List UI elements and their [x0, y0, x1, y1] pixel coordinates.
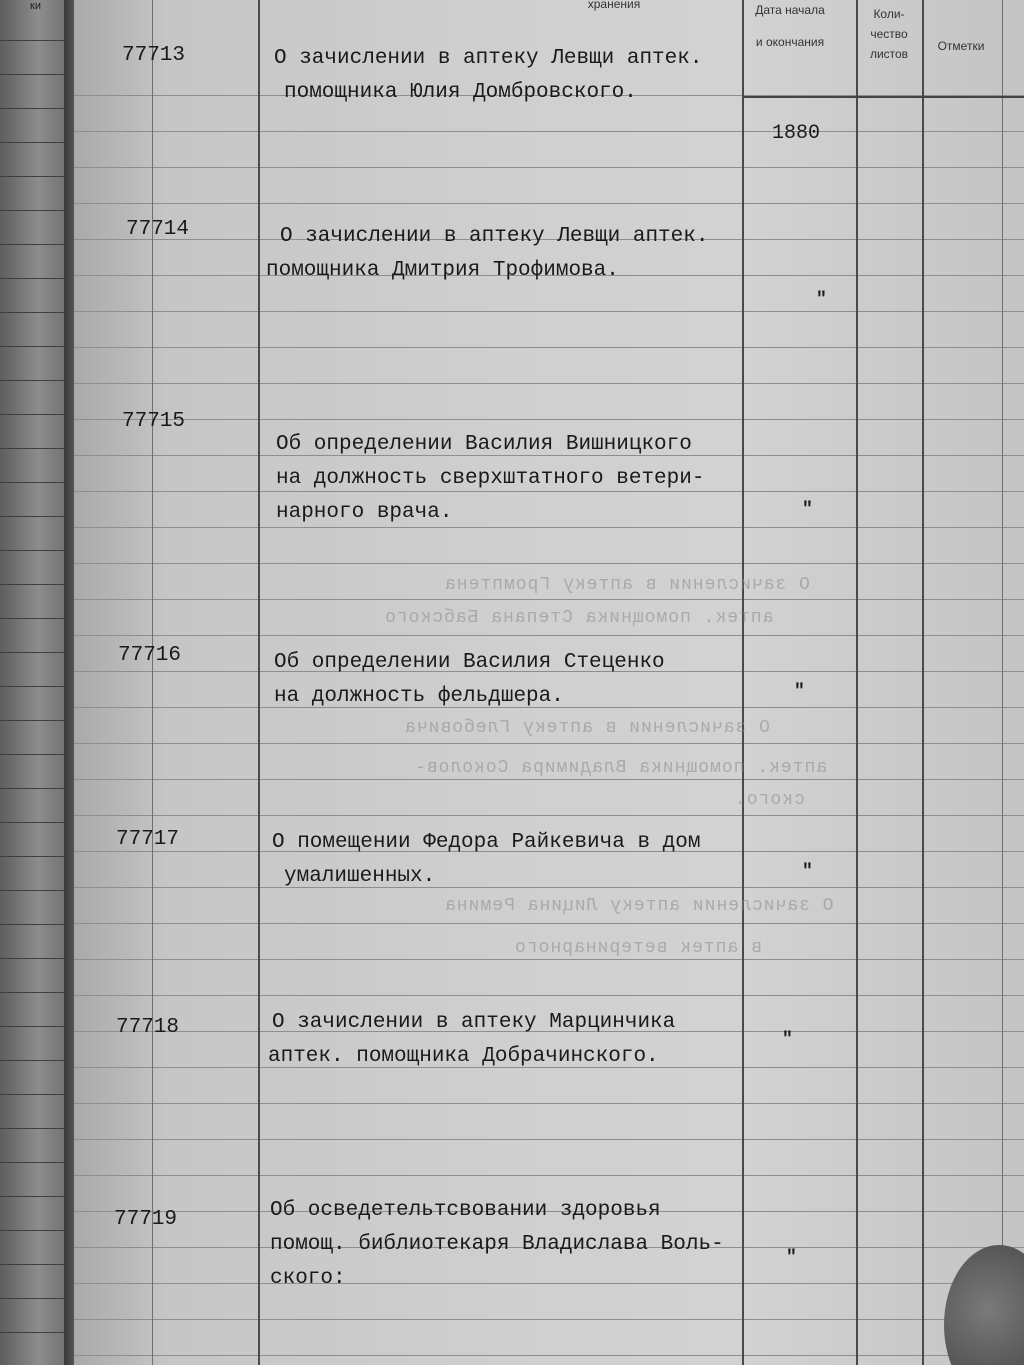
left-page-ruling-line: [0, 244, 70, 245]
record-title: [266, 220, 709, 288]
record-title-line: помощ. библиотекаря Владислава Воль-: [270, 1233, 724, 1256]
ruling-line: [74, 1355, 1024, 1356]
left-page-ruling-line: [0, 1264, 70, 1265]
record-title-line: на должность сверхштатного ветери-: [276, 467, 705, 490]
left-page-ruling-line: [0, 278, 70, 279]
record-title: [274, 42, 702, 110]
left-page-ruling-line: [0, 448, 70, 449]
left-page-ruling-line: [0, 142, 70, 143]
record-number: 77713: [122, 44, 186, 67]
count-header-line-1: Коли-: [873, 7, 905, 21]
left-page-ruling-line: [0, 1162, 70, 1163]
count-header-line-2: чество: [870, 27, 908, 41]
record-title-line: аптек. помощника Добрачинского.: [268, 1045, 659, 1068]
date-header-line-1: Дата начала: [755, 3, 825, 17]
ruling-line: [74, 167, 1024, 168]
ruling-line: [74, 419, 1024, 420]
notes-header-text: Отметки: [937, 39, 985, 53]
date-header-line-2: и окончания: [755, 35, 825, 49]
bleed-through-line: О зачислении в аптеку Громптена: [444, 575, 810, 595]
header-rule: [742, 96, 1024, 98]
ledger-page: [74, 0, 1024, 1365]
thumb-shadow: [944, 1245, 1024, 1365]
notes-column-header: [926, 36, 996, 56]
left-page-ruling-line: [0, 1094, 70, 1095]
record-title-line: Об определении Василия Стеценко: [274, 651, 665, 674]
ruling-line: [74, 815, 1024, 816]
column-rule-right: [1002, 0, 1003, 1365]
left-page-ruling-line: [0, 482, 70, 483]
record-date-ditto: ": [802, 862, 813, 882]
left-page-ruling-line: [0, 414, 70, 415]
left-page-ruling-line: [0, 856, 70, 857]
column-rule-date: [742, 0, 744, 1365]
bleed-through-line: аптек. помощника Владимира Соколов-: [414, 758, 828, 778]
left-page-ruling-line: [0, 1332, 70, 1333]
left-page-ruling-line: [0, 958, 70, 959]
record-date-ditto: ": [782, 1030, 793, 1050]
record-title: [270, 1194, 724, 1296]
ruling-line: [74, 959, 1024, 960]
left-page-ruling-line: [0, 1298, 70, 1299]
ruling-line: [74, 1319, 1024, 1320]
ruling-line: [74, 635, 1024, 636]
ruling-line: [74, 1139, 1024, 1140]
record-title-line: Об определении Василия Вишницкого: [276, 433, 692, 456]
left-page-ruling-line: [0, 516, 70, 517]
record-title-line: умалишенных.: [284, 865, 436, 888]
record-title-line: нарного врача.: [276, 501, 453, 524]
left-page-edge: [0, 0, 70, 1365]
record-title: [276, 428, 704, 530]
record-title-line: О зачислении в аптеку Левщи аптек.: [274, 47, 703, 70]
left-page-ruling-line: [0, 1026, 70, 1027]
ruling-line: [74, 203, 1024, 204]
record-title-line: на должность фельдшера.: [274, 685, 564, 708]
ruling-line: [74, 779, 1024, 780]
left-page-ruling-line: [0, 380, 70, 381]
left-page-header-fragment: ки: [30, 0, 41, 12]
ruling-line: [74, 743, 1024, 744]
record-title-line: О зачислении в аптеку Марцинчика: [272, 1011, 676, 1034]
ruling-line: [74, 599, 1024, 600]
count-header-line-3: листов: [869, 47, 909, 61]
ruling-line: [74, 1103, 1024, 1104]
record-date: 1880: [772, 122, 821, 145]
record-title: [268, 1006, 676, 1074]
ruling-line: [74, 383, 1024, 384]
record-title-line: О зачислении в аптеку Левщи аптек.: [280, 225, 709, 248]
ruling-line: [74, 563, 1024, 564]
record-date-ditto: ": [786, 1248, 797, 1268]
column-rule-title: [258, 0, 260, 1365]
left-page-ruling-line: [0, 992, 70, 993]
record-number: 77714: [126, 218, 190, 241]
ruling-line: [74, 1175, 1024, 1176]
left-page-ruling-line: [0, 176, 70, 177]
record-date-ditto: ": [794, 682, 805, 702]
left-page-ruling-line: [0, 346, 70, 347]
record-number: 77719: [114, 1208, 178, 1231]
left-page-ruling-line: [0, 74, 70, 75]
record-title-line: Об осведетельтсвовании здоровья: [270, 1199, 661, 1222]
date-column-header: [750, 0, 830, 52]
bleed-through-line: аптек. помощника Степана Бабского: [384, 608, 774, 628]
left-page-ruling-line: [0, 1128, 70, 1129]
ruling-line: [74, 347, 1024, 348]
left-page-ruling-line: [0, 1196, 70, 1197]
left-page-ruling-line: [0, 686, 70, 687]
record-number: 77716: [118, 644, 182, 667]
bleed-through-line: в аптек ветеринарного: [514, 938, 762, 958]
left-page-ruling-line: [0, 108, 70, 109]
ruling-line: [74, 995, 1024, 996]
record-number: 77715: [122, 410, 186, 433]
record-title-line: помощника Юлия Домбровского.: [284, 81, 637, 104]
left-page-ruling-line: [0, 652, 70, 653]
left-page-ruling-line: [0, 788, 70, 789]
left-page-ruling-line: [0, 890, 70, 891]
record-title: [272, 826, 700, 894]
left-page-ruling-line: [0, 618, 70, 619]
left-page-ruling-line: [0, 210, 70, 211]
bleed-through-line: ского.: [734, 790, 805, 810]
bleed-through-line: О зачислении аптеку Лицина Ремина: [444, 896, 834, 916]
record-title: [274, 646, 665, 714]
storage-header-text: хранения: [587, 0, 641, 11]
record-title-line: ского:: [270, 1267, 346, 1290]
count-column-header: [860, 4, 918, 64]
left-page-ruling-line: [0, 720, 70, 721]
column-rule-count: [856, 0, 858, 1365]
left-page-ruling-line: [0, 754, 70, 755]
left-page-ruling-line: [0, 924, 70, 925]
left-page-ruling-line: [0, 1060, 70, 1061]
column-rule-number: [152, 0, 153, 1365]
record-date-ditto: ": [816, 290, 827, 310]
record-title-line: О помещении Федора Райкевича в дом: [272, 831, 701, 854]
record-title-line: помощника Дмитрия Трофимова.: [266, 259, 619, 282]
left-page-ruling-line: [0, 584, 70, 585]
ruling-line: [74, 131, 1024, 132]
left-page-ruling-line: [0, 550, 70, 551]
bleed-through-line: О зачислении в аптеку Глебовича: [404, 718, 770, 738]
ruling-line: [74, 311, 1024, 312]
left-page-ruling-line: [0, 312, 70, 313]
column-rule-notes: [922, 0, 924, 1365]
storage-column-header: [514, 0, 714, 14]
record-date-ditto: ": [802, 500, 813, 520]
left-page-ruling-line: [0, 1230, 70, 1231]
left-page-ruling-line: [0, 822, 70, 823]
left-page-ruling-line: [0, 40, 70, 41]
ruling-line: [74, 923, 1024, 924]
record-number: 77717: [116, 828, 180, 851]
record-number: 77718: [116, 1016, 180, 1039]
